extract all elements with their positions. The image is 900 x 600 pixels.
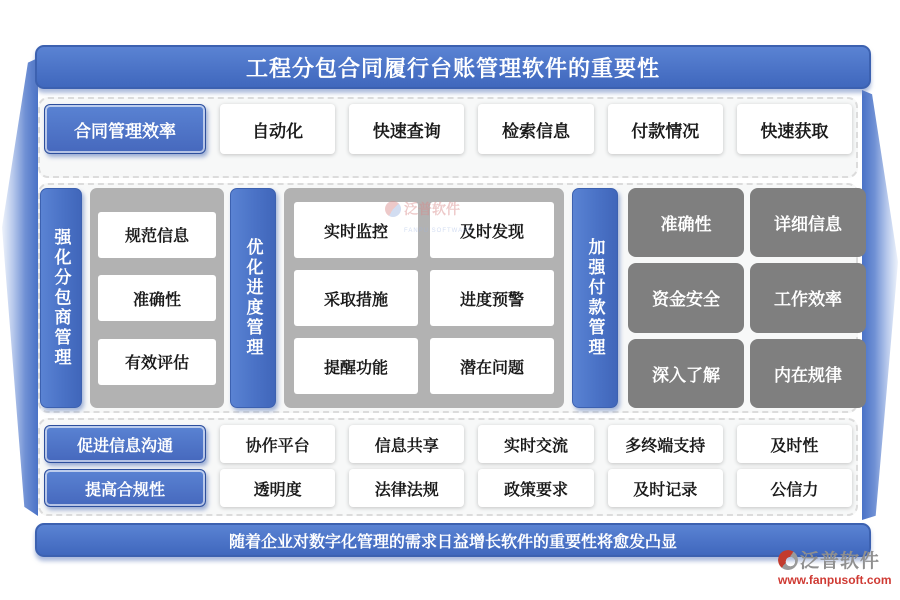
progress-card-group	[284, 188, 564, 408]
footer-banner: 随着企业对数字化管理的需求日益增长软件的重要性将愈发凸显	[35, 523, 871, 557]
card-work-efficiency[interactable]: 工作效率	[750, 263, 866, 332]
page-title: 工程分包合同履行台账管理软件的重要性	[35, 45, 871, 89]
contract-efficiency-button[interactable]: 合同管理效率	[44, 104, 206, 154]
card-transparency[interactable]: 透明度	[220, 469, 335, 507]
card-quick-query[interactable]: 快速查询	[349, 104, 464, 154]
card-timeliness[interactable]: 及时性	[737, 425, 852, 463]
bar-strengthen-payment[interactable]: 加强付款管理	[572, 188, 618, 408]
card-info-sharing[interactable]: 信息共享	[349, 425, 464, 463]
card-effective-evaluation[interactable]: 有效评估	[98, 339, 216, 385]
payment-card-group	[628, 188, 866, 408]
card-timely-discovery[interactable]: 及时发现	[430, 202, 554, 258]
row-compliance	[44, 469, 852, 507]
right-arrow-decoration	[862, 90, 898, 520]
card-retrieve-info[interactable]: 检索信息	[478, 104, 593, 154]
bar-strengthen-subcontractor[interactable]: 强化分包商管理	[40, 188, 82, 408]
row-contract-efficiency	[44, 104, 852, 154]
card-accuracy[interactable]: 准确性	[98, 275, 216, 321]
card-timely-records[interactable]: 及时记录	[608, 469, 723, 507]
card-multi-terminal[interactable]: 多终端支持	[608, 425, 723, 463]
communication-button[interactable]: 促进信息沟通	[44, 425, 206, 463]
card-policy-requirements[interactable]: 政策要求	[478, 469, 593, 507]
card-deep-understanding[interactable]: 深入了解	[628, 339, 744, 408]
fanpu-watermark-text: 泛普软件	[404, 201, 460, 217]
card-potential-issues[interactable]: 潜在问题	[430, 338, 554, 394]
card-detailed-info[interactable]: 详细信息	[750, 188, 866, 257]
card-inner-rules[interactable]: 内在规律	[750, 339, 866, 408]
card-payment-status[interactable]: 付款情况	[608, 104, 723, 154]
subcontractor-card-group	[90, 188, 224, 408]
card-quick-obtain[interactable]: 快速获取	[737, 104, 852, 154]
card-progress-warning[interactable]: 进度预警	[430, 270, 554, 326]
fanpu-brand-url[interactable]: www.fanpusoft.com	[778, 573, 892, 587]
card-reminder-function[interactable]: 提醒功能	[294, 338, 418, 394]
left-arrow-decoration	[2, 58, 38, 516]
card-fund-safety[interactable]: 资金安全	[628, 263, 744, 332]
card-payment-accuracy[interactable]: 准确性	[628, 188, 744, 257]
card-automation[interactable]: 自动化	[220, 104, 335, 154]
card-take-measures[interactable]: 采取措施	[294, 270, 418, 326]
card-realtime-exchange[interactable]: 实时交流	[478, 425, 593, 463]
fanpu-brand-name: 泛普软件	[800, 551, 881, 572]
fanpu-watermark-subtext: FANPU SOFTWARE	[404, 228, 474, 234]
fanpu-brand	[778, 546, 896, 587]
fanpu-logo-icon	[778, 550, 798, 570]
card-laws-regulations[interactable]: 法律法规	[349, 469, 464, 507]
card-standardized-info[interactable]: 规范信息	[98, 212, 216, 258]
card-realtime-monitor[interactable]: 实时监控	[294, 202, 418, 258]
bar-optimize-progress[interactable]: 优化进度管理	[230, 188, 276, 408]
card-collaboration-platform[interactable]: 协作平台	[220, 425, 335, 463]
compliance-button[interactable]: 提高合规性	[44, 469, 206, 507]
row-communication	[44, 425, 852, 463]
card-credibility[interactable]: 公信力	[737, 469, 852, 507]
